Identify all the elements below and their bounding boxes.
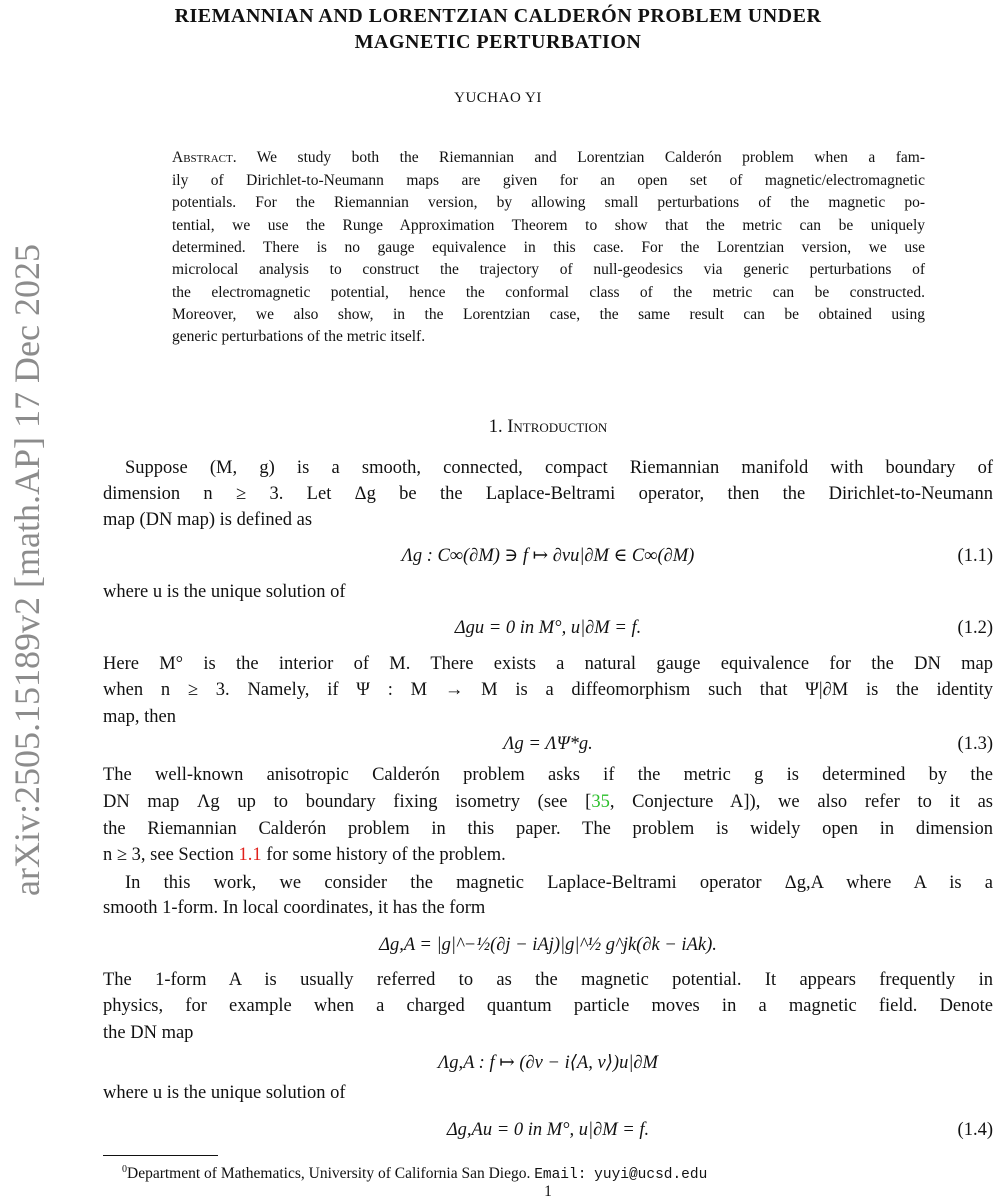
equation-magnetic-operator: Δg,A = |g|^−½(∂j − iAj)|g|^½ g^jk(∂k − iAk). xyxy=(379,935,717,955)
body-line: The 1-form A is usually referred to as the magnetic potential. It appears frequently in xyxy=(103,970,993,990)
abstract-line: ily of Dirichlet-to-Neumann maps are given for an open set of magnetic/electromagnetic xyxy=(172,172,925,189)
abstract-line: Moreover, we also show, in the Lorentzian case, the same result can be obtained using xyxy=(172,306,925,323)
body-line: The well-known anisotropic Calderón problem asks if the metric g is determined by the xyxy=(103,765,993,785)
abstract-line: microlocal analysis to construct the trajectory of null-geodesics via generic perturbations of xyxy=(172,261,925,278)
body-line: n ≥ 3, see Section 1.1 for some history of the problem. xyxy=(103,845,506,865)
abstract-line: the electromagnetic potential, hence the conformal class of the metric can be constructed. xyxy=(172,284,925,301)
body-line: In this work, we consider the magnetic Laplace-Beltrami operator Δg,A where A is a xyxy=(125,873,993,893)
equation-1-1: Λg : C∞(∂M) ∋ f ↦ ∂νu|∂M ∈ C∞(∂M) (1.1) xyxy=(103,541,993,571)
body-line: dimension n ≥ 3. Let Δg be the Laplace-Beltrami operator, then the Dirichlet-to-Neumann xyxy=(103,484,993,504)
footnote: $^0$Department of Mathematics, University of California San Diego. Email: yuyi@ucsd.edu xyxy=(122,1164,708,1184)
body-line: Suppose (M, g) is a smooth, connected, compact Riemannian manifold with boundary of xyxy=(125,458,993,478)
abstract-line: potentials. For the Riemannian version, by allowing small perturbations of the magnetic po- xyxy=(172,194,925,211)
equation-number: (1.1) xyxy=(957,546,993,566)
body-line: the Riemannian Calderón problem in this paper. The problem is widely open in dimension xyxy=(103,819,993,839)
body-line: where u is the unique solution of xyxy=(103,582,346,602)
abstract-label: Abstract. xyxy=(172,149,237,166)
equation-dn-map: Λg,A : f ↦ (∂ν − i⟨A, ν⟩)u|∂M xyxy=(438,1053,658,1073)
equation-number: (1.2) xyxy=(957,618,993,638)
section-number: 1. xyxy=(488,417,503,437)
paper-title-line-1: RIEMANNIAN AND LORENTZIAN CALDERÓN PROBLEM UNDER xyxy=(174,5,822,27)
arxiv-stamp: arXiv:2505.15189v2 [math.AP] 17 Dec 2025 xyxy=(7,244,47,896)
author: YUCHAO YI xyxy=(454,90,542,106)
body-line: the DN map xyxy=(103,1023,194,1043)
abstract-line: generic perturbations of the metric itself. xyxy=(172,328,426,345)
section-title: Introduction xyxy=(507,417,608,437)
body-line: DN map Λg up to boundary fixing isometry (see [35, Conjecture A]), we also refer to it as xyxy=(103,792,993,812)
equation-1-2: Δgu = 0 in M°, u|∂M = f. (1.2) xyxy=(103,613,993,643)
email-link[interactable]: yuyi@ucsd.edu xyxy=(594,1167,708,1184)
equation-1-3: Λg = ΛΨ*g. (1.3) xyxy=(103,729,993,759)
citation-link[interactable]: 35 xyxy=(591,792,610,812)
body-line: map (DN map) is defined as xyxy=(103,510,313,530)
equation-number: (1.4) xyxy=(957,1120,993,1140)
body-line: smooth 1-form. In local coordinates, it has the form xyxy=(103,898,486,918)
body-line: map, then xyxy=(103,707,176,727)
abstract-line: We study both the Riemannian and Lorentzian Calderón problem when a fam- xyxy=(256,149,925,166)
body-line: Here M° is the interior of M. There exists a natural gauge equivalence for the DN map xyxy=(103,654,993,674)
section-heading xyxy=(0,414,995,440)
section-link[interactable]: 1.1 xyxy=(238,845,262,865)
body-line: where u is the unique solution of xyxy=(103,1083,346,1103)
equation-number: (1.3) xyxy=(957,734,993,754)
abstract-line: tential, we use the Runge Approximation Theorem to show that the metric can be uniquely xyxy=(172,217,925,234)
abstract-line: determined. There is no gauge equivalence in this case. For the Lorentzian version, we use xyxy=(172,239,925,256)
paper-title-line-2: MAGNETIC PERTURBATION xyxy=(354,31,642,53)
body-line: physics, for example when a charged quantum particle moves in a magnetic field. Denote xyxy=(103,996,993,1016)
equation-1-4: Δg,Au = 0 in M°, u|∂M = f. (1.4) xyxy=(103,1115,993,1145)
body-line: when n ≥ 3. Namely, if Ψ : M → M is a diffeomorphism such that Ψ|∂M is the identity xyxy=(103,680,993,700)
page-number: 1 xyxy=(544,1183,552,1200)
footnote-rule xyxy=(103,1155,218,1156)
